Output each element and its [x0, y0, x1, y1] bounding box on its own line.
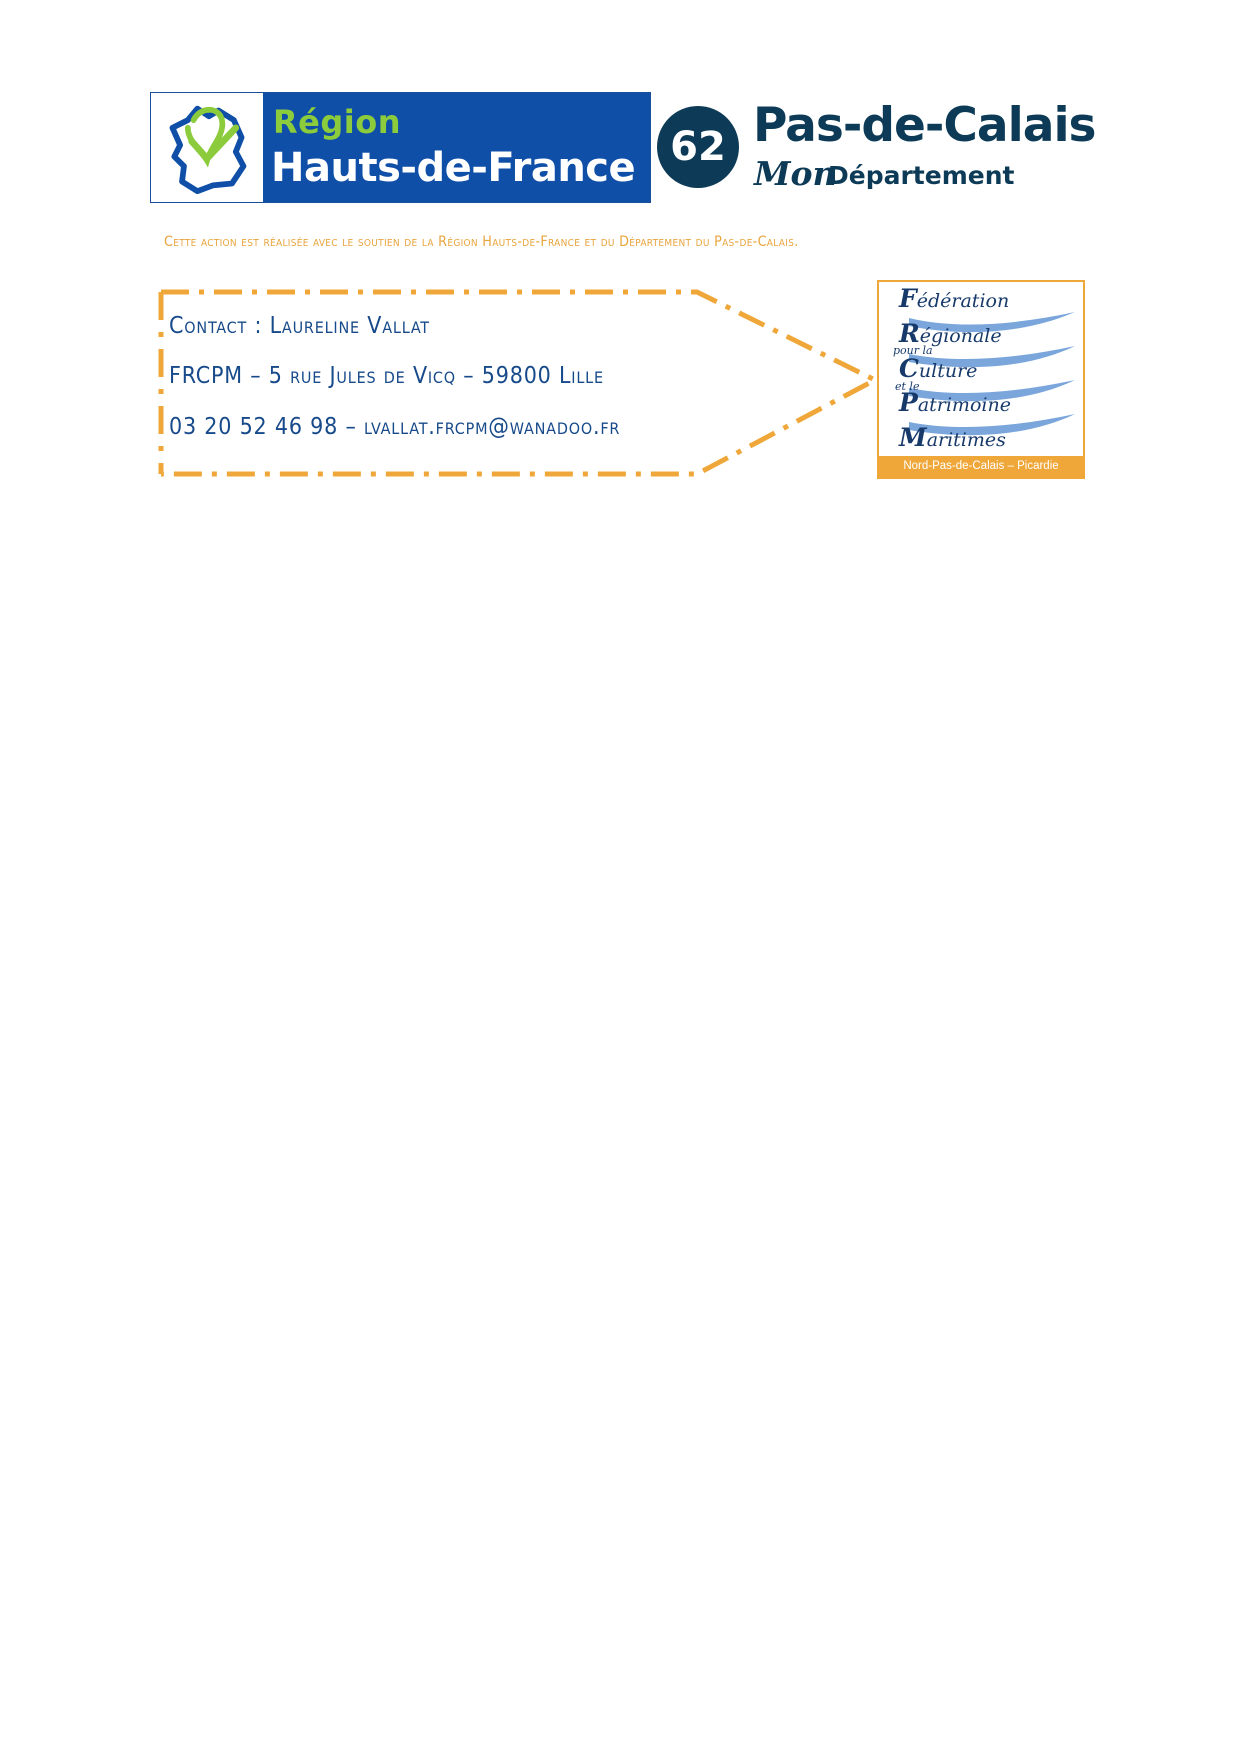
department-number-badge: 62: [657, 106, 739, 188]
region-word: Région: [273, 103, 401, 141]
frcpm-region-band: Nord-Pas-de-Calais – Picardie: [879, 456, 1083, 477]
france-heart-map-icon: [159, 99, 255, 195]
contact-name-line: Contact : Laureline Vallat: [169, 313, 430, 339]
frcpm-small-pour-la: pour la: [893, 344, 933, 357]
department-title: Pas-de-Calais: [753, 98, 1096, 153]
frcpm-small-et-le: et le: [895, 380, 920, 393]
contact-phone-email-line: 03 20 52 46 98 – lvallat.frcpm@wanadoo.fr: [169, 414, 621, 440]
support-statement: Cette action est réalisée avec le soutien de la Région Hauts-de-France et du Département du Pas-de-Calais.: [164, 234, 799, 250]
pas-de-calais-logo: [652, 98, 1096, 202]
frcpm-word-regionale: Régionale: [899, 319, 1002, 348]
contact-address-line: FRCPM – 5 rue Jules de Vicq – 59800 Lille: [169, 363, 604, 389]
frcpm-word-patrimoine: Patrimoine: [899, 388, 1011, 417]
region-hauts-de-france-logo: [150, 92, 651, 203]
frcpm-word-culture: Culture: [899, 354, 978, 383]
department-subtitle: Département: [828, 161, 1015, 190]
region-name: Hauts-de-France: [271, 145, 636, 191]
region-banner: [263, 93, 650, 202]
frcpm-word-federation: Fédération: [899, 284, 1010, 313]
frcpm-logo: [877, 280, 1085, 479]
frcpm-word-maritimes: Maritimes: [899, 423, 1006, 452]
department-mon-script: Mon: [754, 154, 837, 193]
